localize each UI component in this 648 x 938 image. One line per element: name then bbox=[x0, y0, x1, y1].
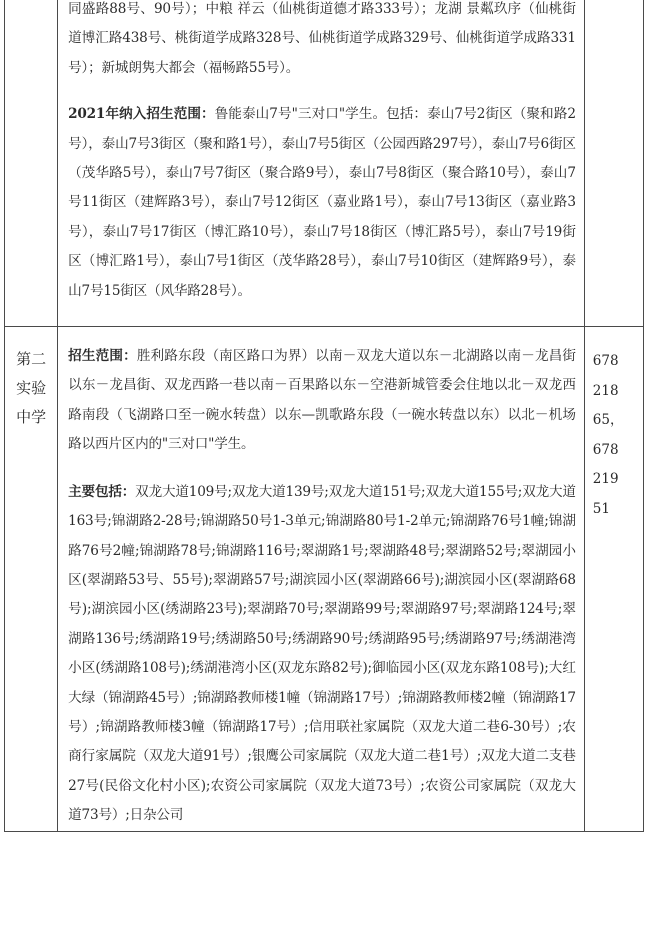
enrollment-scope-cell bbox=[58, 327, 585, 832]
school-name-cell bbox=[5, 0, 58, 327]
school-name: 第二实验中学 bbox=[16, 350, 47, 427]
table-row bbox=[5, 0, 644, 327]
scope-text: 胜利路东段（南区路口为界）以南－双龙大道以东－北湖路以南－龙昌街以东－龙昌街、双龙西路一巷以南－百果路以东－空港新城管委会住地以北－双龙西路南段（飞湖路口至一碗水转盘）以东—凯歌路东段（一碗水转盘以东）以北－机场路以西片区内的"三对口"学生。 bbox=[68, 348, 576, 453]
scope-label: 招生范围： bbox=[68, 348, 137, 365]
year-2021-text: 鲁能泰山7号"三对口"学生。包括：泰山7号2街区（聚和路2号），泰山7号3街区（聚和路1号），泰山7号5街区（公园西路297号），泰山7号6街区（茂华路5号），泰山7号7街区（聚合路9号），泰山7号8街区（聚合路10号），泰山7号11街区（建辉路3号），泰山7号12街区（嘉业路1号），泰山7号13街区（嘉业路3号），泰山7号17街区（博汇路10号），泰山7号18街区（博汇路5号），泰山7号19街区（博汇路1号），泰山7号1街区（茂华路28号），泰山7号10街区（建辉路9号），泰山7号15街区（风华路28号）。 bbox=[68, 106, 576, 299]
year-2021-label: 2021年纳入招生范围： bbox=[68, 106, 215, 123]
includes-text: 双龙大道109号;双龙大道139号;双龙大道151号;双龙大道155号;双龙大道163号;锦湖路2-28号;锦湖路50号1-3单元;锦湖路80号1-2单元;锦湖路76号1幢;锦湖路76号2幢;锦湖路78号;锦湖路116号;翠湖路1号;翠湖路48号;翠湖路52号;翠湖园小区(翠湖路53号、55号);翠湖路57号;湖滨园小区(翠湖路66号);湖滨园小区(翠湖路68号);湖滨园小区(绣湖路23号);翠湖路70号;翠湖路99号;翠湖路97号;翠湖路124号;翠湖路136号;绣湖路19号;绣湖路50号;绣湖路90号;绣湖路95号;绣湖路97号;绣湖港湾小区(绣湖路108号);绣湖港湾小区(双龙东路82号);御临园小区(双龙东路108号);大红大绿（锦湖路45号）;锦湖路教师楼1幢（锦湖路17号）;锦湖路教师楼2幢（锦湖路17号）;锦湖路教师楼3幢（锦湖路17号）;信用联社家属院（双龙大道二巷6-30号）;农商行家属院（双龙大道91号）;银鹰公司家属院（双龙大道二巷1号）;双龙大道二支巷27号(民俗文化村小区);农资公司家属院（双龙大道73号）;农资公司家属院（双龙大道73号）;日杂公司 bbox=[68, 483, 576, 824]
address-list-continued: 同盛路88号、90号）；中粮 祥云（仙桃街道德才路333号）；龙湖 景粼玖序（仙桃街道博汇路438号、桃街道学成路328号、仙桃街道学成路329号、仙桃街道学成路331号）；新城朗隽大都会（福畅路55号）。 bbox=[68, 1, 576, 76]
enrollment-scope-paragraph bbox=[68, 342, 576, 460]
table-row bbox=[5, 327, 644, 832]
main-includes-paragraph bbox=[68, 478, 576, 831]
school-name-cell bbox=[5, 327, 58, 832]
includes-label: 主要包括： bbox=[68, 483, 136, 500]
phone-number: 67821865，67821951 bbox=[592, 353, 624, 517]
phone-cell bbox=[584, 0, 643, 327]
enrollment-table bbox=[4, 0, 644, 832]
enrollment-scope-cell bbox=[58, 0, 585, 327]
phone-cell bbox=[584, 327, 643, 832]
year-2021-paragraph bbox=[68, 100, 576, 306]
